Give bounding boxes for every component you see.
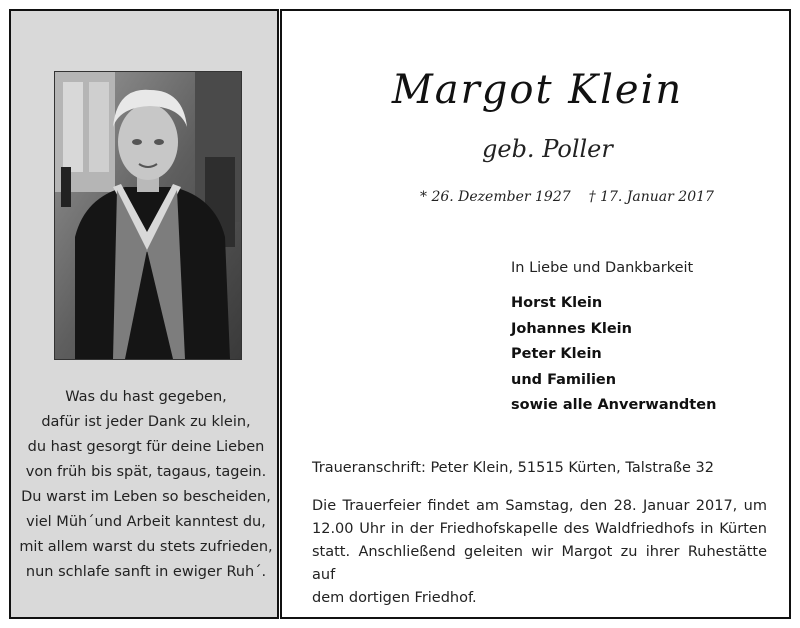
poem-line: Was du hast gegeben,	[65, 389, 227, 405]
portrait-photo-illustration	[55, 72, 241, 359]
mourner: Peter Klein	[511, 346, 602, 362]
deceased-name: Margot Klein	[391, 67, 684, 113]
poem-line: mit allem warst du stets zufrieden,	[19, 539, 273, 555]
mourner: Johannes Klein	[511, 320, 632, 337]
mourner: Horst Klein	[511, 295, 603, 311]
poem-line: viel Müh´und Arbeit kanntest du,	[26, 514, 266, 530]
greeting: In Liebe und Dankbarkeit	[511, 260, 694, 276]
life-dates	[420, 189, 714, 205]
poem-line: Du warst im Leben so bescheiden,	[21, 489, 271, 505]
poem-line: von früh bis spät, tagaus, tagein.	[25, 464, 267, 480]
mourner: sowie alle Anverwandten	[511, 397, 717, 413]
funeral-line: statt. Anschließend geleiten wir Margot zu ihrer Ruhestätte auf	[312, 544, 767, 583]
poem-line: nun schlafe sanft in ewiger Ruh´.	[25, 564, 267, 580]
funeral-notice	[312, 495, 767, 610]
mourning-address: Traueranschrift: Peter Klein, 51515 Kürten, Talstraße 32	[312, 460, 714, 476]
left-panel	[9, 9, 279, 619]
death-date: † 17. Januar 2017	[588, 189, 714, 205]
birth-date: * 26. Dezember 1927	[420, 189, 571, 205]
funeral-line: Die Trauerfeier findet am Samstag, den 28. Januar 2017, um	[312, 498, 767, 514]
portrait-photo	[54, 71, 242, 360]
birth-name: geb. Poller	[482, 135, 613, 163]
mourner: und Familien	[511, 371, 617, 388]
poem-line: dafür ist jeder Dank zu klein,	[41, 414, 251, 430]
right-panel	[280, 9, 791, 619]
poem	[11, 385, 281, 585]
poem-line: du hast gesorgt für deine Lieben	[27, 439, 265, 455]
funeral-line: dem dortigen Friedhof.	[312, 590, 477, 606]
mourners-list	[511, 291, 716, 419]
funeral-line: 12.00 Uhr in der Friedhofskapelle des Waldfriedhofs in Kürten	[312, 521, 767, 537]
